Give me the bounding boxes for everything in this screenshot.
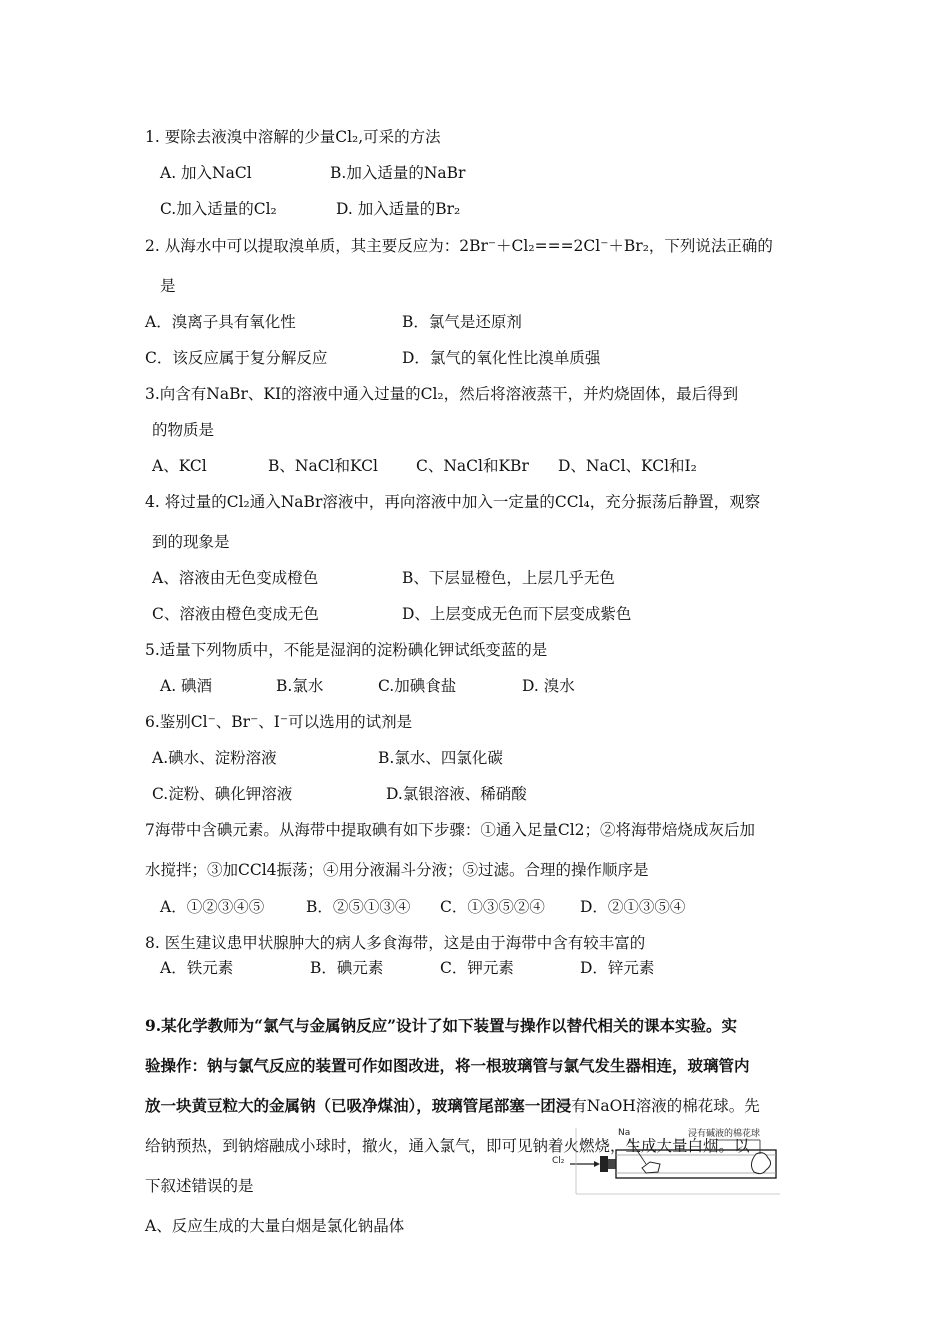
q1-option-b: B.加入适量的NaBr (330, 164, 466, 182)
apparatus-figure (548, 1126, 788, 1198)
q7-option-b: B．②⑤①③④ (306, 898, 411, 916)
q3-stem-line1: 3.向含有NaBr、KI的溶液中通入过量的Cl₂，然后将溶液蒸干，并灼烧固体，最后得到 (145, 385, 739, 403)
q3-option-c: C、NaCl和KBr (416, 457, 529, 475)
q1-option-c: C.加入适量的Cl₂ (160, 200, 277, 218)
q4-option-a: A、溶液由无色变成橙色 (152, 569, 319, 587)
q3-option-a: A、KCl (152, 457, 207, 475)
q1-stem: 1. 要除去液溴中溶解的少量Cl₂,可采的方法 (145, 128, 441, 146)
q6-stem: 6.鉴别Cl⁻、Br⁻、I⁻可以选用的试剂是 (145, 713, 413, 731)
q2-stem-line2: 是 (160, 277, 176, 295)
q6-option-c: C.淀粉、碘化钾溶液 (152, 785, 293, 803)
q7-stem-line2: 水搅拌；③加CCl4振荡；④用分液漏斗分液；⑤过滤。合理的操作顺序是 (145, 861, 649, 879)
q9-text-line3 (145, 1096, 760, 1116)
q7-option-d: D．②①③⑤④ (580, 898, 686, 916)
q3-stem-line2: 的物质是 (152, 421, 215, 439)
figure-label-cl2: Cl₂ (552, 1156, 565, 1166)
q3-option-b: B、NaCl和KCl (268, 457, 378, 475)
q8-option-a: A．铁元素 (160, 959, 234, 977)
figure-label-cotton: 浸有碱液的棉花球 (688, 1129, 761, 1139)
q5-option-d: D. 溴水 (522, 677, 575, 695)
q4-stem-line1: 4. 将过量的Cl₂通入NaBr溶液中，再向溶液中加入一定量的CCl₄，充分振荡后静置，观察 (145, 493, 761, 511)
q2-option-d: D．氯气的氧化性比溴单质强 (402, 349, 601, 367)
q9-text-line3-bold: 放一块黄豆粒大的金属钠（已吸净煤油），玻璃管尾部塞一团浸 (145, 1096, 572, 1115)
q9-text-line2: 验操作：钠与氯气反应的装置可作如图改进，将一根玻璃管与氯气发生器相连，玻璃管内 (145, 1056, 750, 1075)
q5-option-a: A. 碘酒 (160, 677, 213, 695)
q4-option-c: C、溶液由橙色变成无色 (152, 605, 319, 623)
q8-option-c: C．钾元素 (440, 959, 514, 977)
q9-text-line3-rest: 有NaOH溶液的棉花球。先 (571, 1097, 760, 1115)
q2-option-c: C．该反应属于复分解反应 (145, 349, 328, 367)
q4-option-b: B、下层显橙色，上层几乎无色 (402, 569, 615, 587)
q7-option-a: A．①②③④⑤ (160, 898, 265, 916)
q1-option-d: D. 加入适量的Br₂ (336, 200, 461, 218)
q8-stem: 8. 医生建议患甲状腺肿大的病人多食海带，这是由于海带中含有较丰富的 (145, 934, 646, 952)
q7-stem-line1: 7海带中含碘元素。从海带中提取碘有如下步骤：①通入足量Cl2；②将海带焙烧成灰后加 (145, 821, 756, 839)
q2-option-a: A．溴离子具有氧化性 (145, 313, 296, 331)
q2-option-b: B．氯气是还原剂 (402, 313, 522, 331)
q4-option-d: D、上层变成无色而下层变成紫色 (402, 605, 632, 623)
q4-stem-line2: 到的现象是 (152, 533, 230, 551)
q8-option-b: B．碘元素 (310, 959, 384, 977)
q5-option-b: B.氯水 (276, 677, 324, 695)
q2-stem-line1: 2. 从海水中可以提取溴单质，其主要反应为：2Br⁻＋Cl₂===2Cl⁻＋Br₂，下列说法正确的 (145, 237, 773, 255)
q9-text-line4: 给钠预热，到钠熔融成小球时，撤火，通入氯气，即可见钠着火燃烧，生成大量白烟。以 (145, 1137, 750, 1155)
q5-stem: 5.适量下列物质中，不能是湿润的淀粉碘化钾试纸变蓝的是 (145, 641, 548, 659)
q3-option-d: D、NaCl、KCl和I₂ (558, 457, 697, 475)
q9-text-line1: 9.某化学教师为“氯气与金属钠反应”设计了如下装置与操作以替代相关的课本实验。实 (145, 1016, 738, 1035)
q7-option-c: C．①③⑤②④ (440, 898, 545, 916)
q6-option-d: D.氯银溶液、稀硝酸 (386, 785, 527, 803)
figure-label-na: Na (618, 1128, 631, 1138)
q8-option-d: D．锌元素 (580, 959, 655, 977)
q5-option-c: C.加碘食盐 (378, 677, 457, 695)
q1-option-a: A. 加入NaCl (160, 164, 252, 182)
q6-option-a: A.碘水、淀粉溶液 (152, 749, 277, 767)
q9-text-line5: 下叙述错误的是 (145, 1177, 254, 1195)
q9-option-a: A、反应生成的大量白烟是氯化钠晶体 (145, 1217, 405, 1235)
q6-option-b: B.氯水、四氯化碳 (378, 749, 503, 767)
